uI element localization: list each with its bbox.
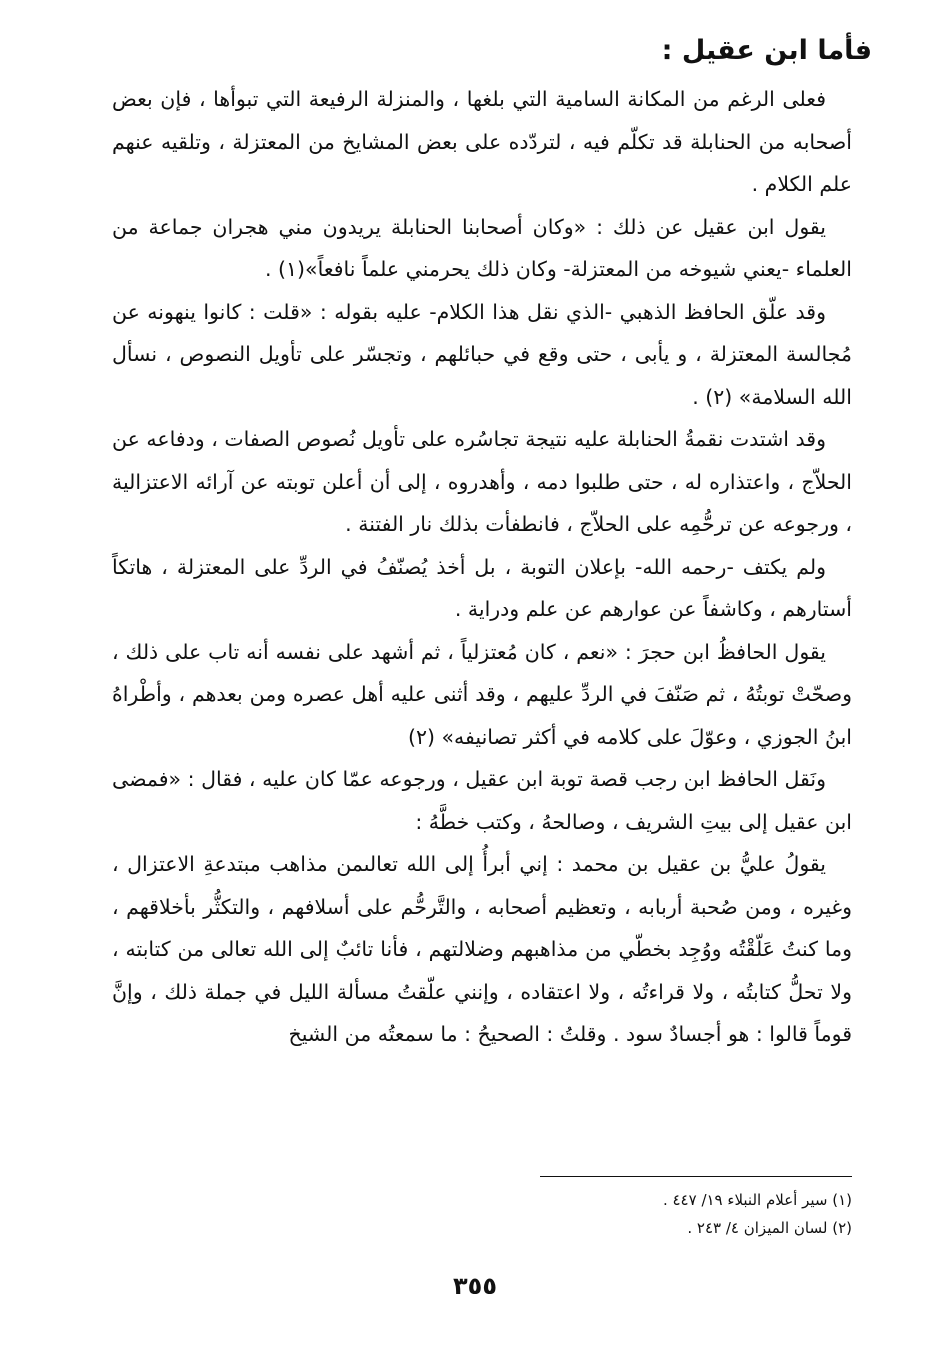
paragraph-5: ولم يكتف -رحمه الله- بإعلان التوبة ، بل أخذ يُصنّفُ في الردِّ على المعتزلة ، هاتكاً أستارهم ، وكاشفاً عن عوارهم عن علم ودراية . xyxy=(112,554,852,621)
main-text xyxy=(112,30,872,1056)
paragraph-3: وقد علّق الحافظ الذهبي -الذي نقل هذا الكلام- عليه بقوله : «قلت : كانوا ينهونه عن مُجالسة المعتزلة ، و يأبى ، حتى وقع في حبائلهم ، وتجسّر على تأويل النصوص ، نسأل الله السلامة» (٢) . xyxy=(112,299,852,409)
paragraph-6: يقول الحافظُ ابن حجرَ : «نعم ، كان مُعتزلياً ، ثم أشهد على نفسه أنه تاب على ذلك ، وصحّتْ توبتُهُ ، ثم صَنّفَ في الردِّ عليهم ، وقد أثنى عليه أهل عصره ومن بعدهم ، وأطْراهُ ابنُ الجوزي ، وعوّلَ على كلامه في أكثر تصانيفه» (٢) xyxy=(112,639,852,749)
paragraph-8: يقولُ عليُّ بن عقيل بن محمد : إني أبرأُ إلى الله تعالىمن مذاهب مبتدعةِ الاعتزال ، وغيره ، ومن صُحبة أربابه ، وتعظيم أصحابه ، والتَّرحُّم على أسلافهم ، والتكثُّر بأخلاقهم ، وما كنتُ عَلّقْتُه ووُجِد بخطّي من مذاهبهم وضلالتهم ، فأنا تائبٌ إلى الله تعالى من كتابته ، ولا تحلُّ كتابتُه ، ولا قراءتُه ، ولا اعتقاده ، وإنني علّقتُ مسألة الليل في جملة ذلك ، وإنَّ قوماً قالوا : هو أجسادٌ سود . وقلتُ : الصحيحُ : ما سمعتُه من الشيخ xyxy=(112,852,852,1046)
footnote-2: (٢) لسان الميزان ٤/ ٢٤٣ . xyxy=(687,1219,852,1237)
section-heading: فأما ابن عقيل : xyxy=(661,35,872,66)
footnotes xyxy=(352,1186,852,1242)
paragraph-1: فعلى الرغم من المكانة السامية التي بلغها ، والمنزلة الرفيعة التي تبوأها ، فإن بعض أصحابه من الحنابلة قد تكلّم فيه ، لتردّده على بعض المشايخ من المعتزلة ، وتلقيه عنهم علم الكلام . xyxy=(112,87,852,196)
footnote-1: (١) سير أعلام النبلاء ١٩/ ٤٤٧ . xyxy=(662,1191,852,1209)
paragraph-2: يقول ابن عقيل عن ذلك : «وكان أصحابنا الحنابلة يريدون مني هجران جماعة من العلماء -يعني شيوخه من المعتزلة- وكان ذلك يحرمني علماً نافعاً»(١) . xyxy=(112,214,852,281)
paragraph-7: ونَقل الحافظ ابن رجب قصة توبة ابن عقيل ، ورجوعه عمّا كان عليه ، فقال : «فمضى ابن عقيل إلى بيتِ الشريف ، وصالحهُ ، وكتب خطَّهُ : xyxy=(112,767,852,834)
page-number: ٣٥٥ xyxy=(453,1272,497,1300)
footnote-divider xyxy=(540,1176,852,1177)
paragraph-4: وقد اشتدت نقمةُ الحنابلة عليه نتيجة تجاسُره على تأويل نُصوص الصفات ، ودفاعه عن الحلاّج ، واعتذاره له ، حتى طلبوا دمه ، وأهدروه ، إلى أن أعلن توبته عن آرائه الاعتزالية ، ورجوعه عن ترحُّمِه على الحلاّج ، فانطفأت بذلك نار الفتنة . xyxy=(112,427,852,536)
